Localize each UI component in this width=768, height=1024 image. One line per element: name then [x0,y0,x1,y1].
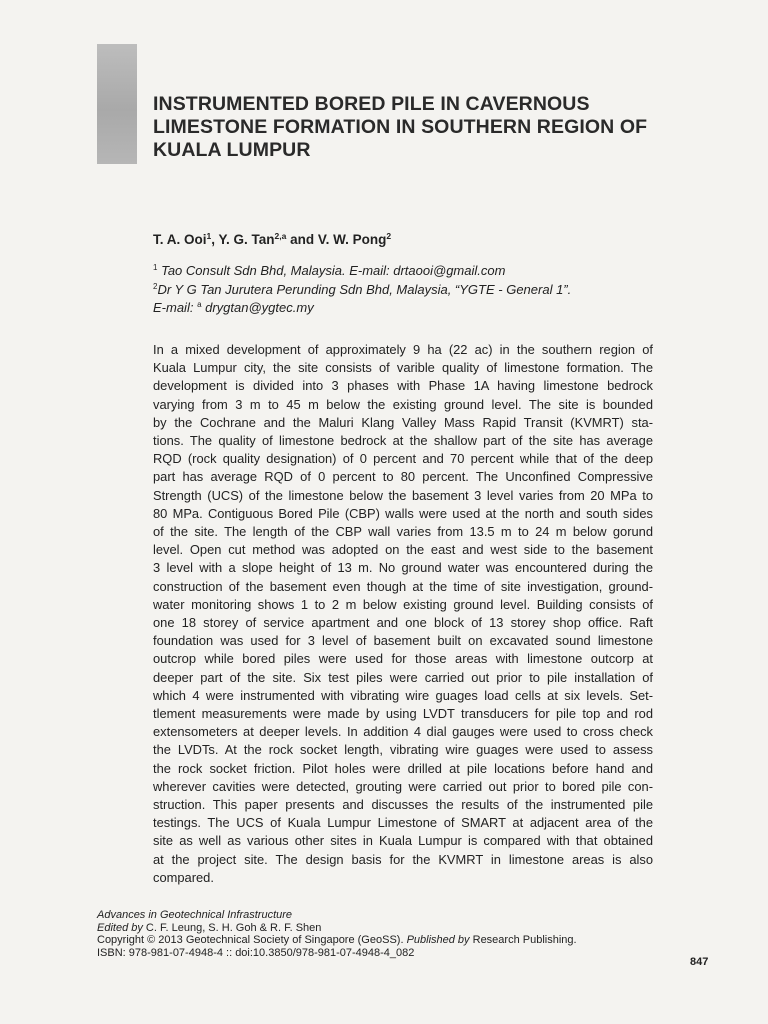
abstract-line: In a mixed development of approximately 9 ha (22 ac) in the southern region of [153,342,653,357]
abstract-line: outcrop while bored piles were used for those areas with limestone outcorp at [153,651,653,667]
affiliation-1 [153,262,505,279]
abstract-line: part has average RQD of 0 percent to 80 percent. The Unconfined Compressive [153,469,653,485]
abstract-line: Kuala Lumpur city, the site consists of varible quality of limestone formation. The [153,360,653,376]
email-prefix: E-mail: [153,300,198,315]
abstract-line: the rock socket friction. Pilot holes were drilled at pile locations before hand and [153,760,653,776]
decorative-gray-block [97,44,137,164]
abstract-line: water monitoring shows 1 to 2 m below existing ground level. Building consists of [153,596,653,612]
paper-title [153,93,733,162]
abstract-line: at the project site. The design basis for the KVMRT in limestone areas is also [153,851,653,867]
abstract-line: the LVDTs. At the rock socket length, vibrating wire guages were used to assess [153,742,653,758]
affiliation-superscript: 1 [153,263,158,272]
abstract-line: which 4 were instrumented with vibrating wire guages load cells at six levels. Set- [153,687,653,703]
isbn-line: ISBN: 978-981-07-4948-4 :: doi:10.3850/978-981-07-4948-4_082 [97,947,415,960]
author-name: V. W. Pong [317,232,387,247]
abstract-line: extensometers at deeper levels. In addition 4 dial gauges were used to cross check [153,724,653,740]
author-superscript: 2,a [274,231,287,241]
title-line: LIMESTONE FORMATION IN SOUTHERN REGION OF [153,116,648,138]
author-name: Y. G. Tan [218,232,275,247]
published-by-label: Published by [406,934,470,947]
abstract-line: wherever cavities were detected, grouting were carried out prior to bored pile con- [153,778,653,794]
abstract-line: 80 MPa. Contiguous Bored Pile (CBP) walls were used at the north and south sides [153,505,653,521]
abstract-line: development is divided into 3 phases with Phase 1A having limestone bedrock [153,378,653,394]
abstract [153,341,653,887]
editor-names: C. F. Leung, S. H. Goh & R. F. Shen [142,921,322,934]
abstract-line: foundation was used for 3 level of basement built on excavated sound limestone [153,633,653,649]
title-line: KUALA LUMPUR [153,139,311,161]
author-list [153,232,391,247]
title-line: INSTRUMENTED BORED PILE IN CAVERNOUS [153,93,590,115]
email-address: drygtan@ygtec.my [201,300,314,315]
author-separator: , [211,232,219,247]
affiliation-text: Dr Y G Tan Jurutera Perunding Sdn Bhd, Malaysia, “YGTE - General 1”. [157,282,572,297]
abstract-line: one 18 storey of service apartment and one block of 13 storey shop office. Raft [153,615,653,631]
edited-by-label: Edited by [97,921,143,934]
abstract-line: site as well as various other sites in Kuala Lumpur is compared with that obtained [153,833,653,849]
book-title: Advances in Geotechnical Infrastructure [97,909,293,921]
abstract-line: tions. The quality of limestone bedrock at the shallow part of the site has average [153,433,653,449]
abstract-line: of the site. The length of the CBP wall varies from 13.5 m to 24 m below gorund [153,524,653,540]
author-separator: and [286,232,318,247]
publication-footer [97,909,577,960]
email-superscript: a [197,300,202,309]
author-name: T. A. Ooi [153,232,207,247]
abstract-line: tlement measurements were made by using LVDT transducers for pile top and rod [153,706,653,722]
abstract-line: deeper part of the site. Six test piles were carried out prior to pile installation of [153,669,653,685]
abstract-line: compared. [153,869,214,885]
affiliation-2 [153,281,571,298]
abstract-line: struction. This paper presents and discusses the results of the instrumented pile [153,797,653,813]
author-superscript: 1 [206,231,212,241]
abstract-line: level. Open cut method was adopted on the east and west side to the basement [153,542,653,558]
abstract-line: varying from 3 m to 45 m below the existing ground level. The site is bounded [153,396,653,412]
abstract-line: testings. The UCS of Kuala Lumpur Limestone of SMART at adjacent area of the [153,815,653,831]
publisher-name: Research Publishing. [469,934,577,947]
abstract-line: by the Cochrane and the Maluri Klang Valley Mass Rapid Transit (KVMRT) sta- [153,414,653,430]
affiliation-superscript: 2 [153,282,158,291]
abstract-line: construction of the basement even though at the time of site investigation, ground- [153,578,653,594]
editors-line [97,922,577,935]
abstract-line: 3 level with a slope height of 13 m. No ground water was encountered during the [153,560,653,576]
copyright-text: Copyright © 2013 Geotechnical Society of Singapore (GeoSS). [97,934,407,947]
page-number: 847 [690,956,709,968]
abstract-line: RQD (rock quality designation) of 0 percent and 70 percent while that of the deep [153,451,653,467]
affiliation-2-email [153,299,314,316]
copyright-line [97,934,577,947]
affiliation-text: Tao Consult Sdn Bhd, Malaysia. E-mail: drtaooi@gmail.com [157,263,506,278]
abstract-line: Strength (UCS) of the limestone below the basement 3 level varies from 20 MPa to [153,487,653,503]
author-superscript: 2 [386,231,392,241]
